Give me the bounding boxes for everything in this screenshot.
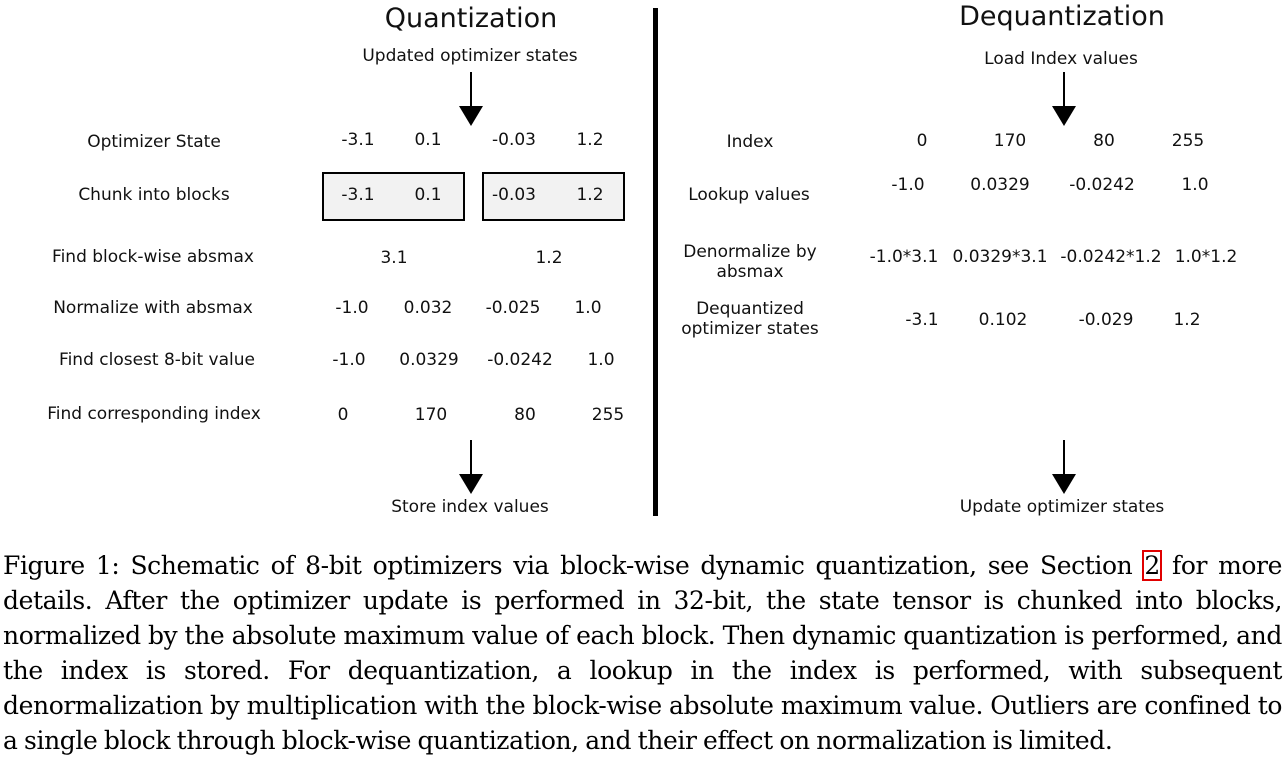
value-cell: -1.0 <box>335 298 369 318</box>
dequantization-input-label: Load Index values <box>984 49 1138 69</box>
value-cell: 0.0329*3.1 <box>952 247 1048 267</box>
value-cell: -0.029 <box>1078 310 1134 330</box>
value-cell: -0.03 <box>492 130 536 150</box>
figure-caption <box>3 548 1282 758</box>
row-label-index: Index <box>726 132 774 152</box>
value-cell: 80 <box>514 405 536 425</box>
row-label-denormalize-by-absmax: Denormalize by absmax <box>683 242 817 282</box>
dequantization-output-label: Update optimizer states <box>959 497 1165 517</box>
value-cell: 1.2 <box>576 185 604 205</box>
value-cell: -0.0242 <box>1069 175 1135 195</box>
value-cell: 3.1 <box>380 248 408 268</box>
value-cell: -3.1 <box>341 185 375 205</box>
value-cell: 255 <box>1171 131 1205 151</box>
row-label-closest-8-bit-value: Find closest 8-bit value <box>59 350 255 370</box>
value-cell: -1.0 <box>332 350 366 370</box>
quantization-title: Quantization <box>384 3 558 34</box>
value-cell: -1.0*3.1 <box>869 247 939 267</box>
value-cell: 1.0 <box>574 298 602 318</box>
down-arrow-icon <box>459 440 483 494</box>
row-label-lookup-values: Lookup values <box>688 185 810 205</box>
value-cell: 0.0329 <box>399 350 459 370</box>
value-cell: 1.0*1.2 <box>1174 247 1238 267</box>
value-cell: 1.2 <box>535 248 563 268</box>
caption-text-end: for more details. After the optimizer update is performed in 32-bit, the state tensor is chunked into blocks, normalized by the absolute maximum value of each block. Then dynamic quantization is performed, and the index is stored. For dequantization, a lookup in the index is performed, with subsequent denormalization by multiplication with the block-wise absolute maximum value. Outliers are confined to a single block through block-wise quantization, and their effect on normalization is limited. <box>3 551 1282 755</box>
section-reference-link[interactable]: 2 <box>1144 551 1160 580</box>
value-cell: 255 <box>591 405 625 425</box>
value-cell: -0.0242*1.2 <box>1060 247 1162 267</box>
value-cell: 0 <box>916 131 928 151</box>
value-cell: -1.0 <box>891 175 925 195</box>
row-label-dequantized-states: Dequantized optimizer states <box>681 299 819 339</box>
value-cell: 0.1 <box>414 130 442 150</box>
row-label-corresponding-index: Find corresponding index <box>47 404 261 424</box>
value-cell: 1.2 <box>576 130 604 150</box>
value-cell: 170 <box>414 405 448 425</box>
value-cell: 1.0 <box>1181 175 1209 195</box>
down-arrow-icon <box>1052 440 1076 494</box>
value-cell: 0 <box>337 405 349 425</box>
value-cell: 0.032 <box>403 298 453 318</box>
value-cell: 0.102 <box>978 310 1028 330</box>
caption-text-start: Figure 1: Schematic of 8-bit optimizers via block-wise dynamic quantization, see Section <box>3 551 1144 580</box>
row-label-block-wise-absmax: Find block-wise absmax <box>52 247 254 267</box>
value-cell: -0.025 <box>485 298 541 318</box>
down-arrow-icon <box>459 72 483 126</box>
value-cell: 1.0 <box>587 350 615 370</box>
section-divider <box>653 8 658 516</box>
value-cell: 80 <box>1093 131 1115 151</box>
down-arrow-icon <box>1052 72 1076 126</box>
quantization-input-label: Updated optimizer states <box>362 46 578 66</box>
row-label-normalize-with-absmax: Normalize with absmax <box>53 298 253 318</box>
value-cell: 0.1 <box>414 185 442 205</box>
value-cell: -0.0242 <box>487 350 553 370</box>
value-cell: -0.03 <box>492 185 536 205</box>
row-label-optimizer-state: Optimizer State <box>87 132 221 152</box>
row-label-chunk-into-blocks: Chunk into blocks <box>78 185 230 205</box>
value-cell: 1.2 <box>1173 310 1201 330</box>
quantization-output-label: Store index values <box>391 497 549 517</box>
value-cell: -3.1 <box>341 130 375 150</box>
value-cell: 170 <box>993 131 1027 151</box>
value-cell: -3.1 <box>905 310 939 330</box>
value-cell: 0.0329 <box>970 175 1030 195</box>
dequantization-title: Dequantization <box>959 1 1165 32</box>
